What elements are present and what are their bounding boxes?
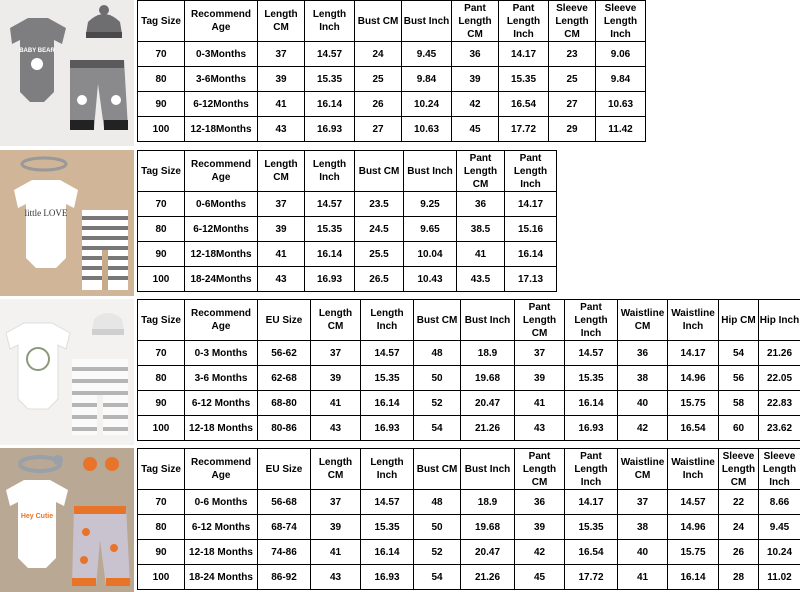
table-cell: 22.83 [759, 391, 800, 416]
table-cell: 43 [258, 267, 305, 292]
table-cell: 18-24 Months [185, 565, 258, 590]
table-cell: 45 [515, 565, 565, 590]
table-cell: 36 [452, 42, 499, 67]
column-header: Pant Length Inch [499, 1, 549, 42]
table-cell: 17.72 [499, 117, 549, 142]
column-header: Bust Inch [461, 300, 515, 341]
column-header: Recommend Age [185, 300, 258, 341]
table-cell: 14.57 [361, 490, 414, 515]
table-cell: 39 [515, 515, 565, 540]
product-photo-fox-set [0, 448, 134, 592]
table-cell: 8.66 [759, 490, 800, 515]
table-cell: 58 [719, 391, 759, 416]
table-cell: 43 [515, 416, 565, 441]
table-cell: 20.47 [461, 391, 515, 416]
column-header: Length CM [311, 449, 361, 490]
table-cell: 41 [311, 540, 361, 565]
table-cell: 16.14 [505, 242, 557, 267]
column-header: Tag Size [138, 300, 185, 341]
table-row [138, 366, 800, 391]
table-cell: 0-6 Months [185, 490, 258, 515]
table-cell: 14.96 [668, 515, 719, 540]
table-cell: 39 [311, 515, 361, 540]
table-cell: 16.14 [361, 391, 414, 416]
table-cell: 56-68 [258, 490, 311, 515]
table-cell: 14.17 [499, 42, 549, 67]
table-cell: 16.93 [361, 416, 414, 441]
table-row [138, 242, 557, 267]
table-cell: 90 [138, 92, 185, 117]
table-cell: 14.17 [565, 490, 618, 515]
table-cell: 16.93 [565, 416, 618, 441]
table-cell: 56 [719, 366, 759, 391]
table-cell: 14.57 [565, 341, 618, 366]
table-cell: 9.25 [404, 192, 457, 217]
table-cell: 70 [138, 42, 185, 67]
table-cell: 39 [258, 67, 305, 92]
column-header: Sleeve Length Inch [759, 449, 800, 490]
table-cell: 20.47 [461, 540, 515, 565]
table-row [138, 565, 800, 590]
table-cell: 10.43 [404, 267, 457, 292]
table-row [138, 540, 800, 565]
table-cell: 42 [618, 416, 668, 441]
size-chart-table-4 [137, 448, 800, 590]
table-cell: 15.35 [565, 366, 618, 391]
table-cell: 9.06 [596, 42, 646, 67]
table-cell: 6-12Months [185, 217, 258, 242]
table-row [138, 67, 646, 92]
table-cell: 0-3Months [185, 42, 258, 67]
table-cell: 41 [618, 565, 668, 590]
table-cell: 12-18Months [185, 117, 258, 142]
column-header: Bust Inch [404, 151, 457, 192]
column-header: Waistline CM [618, 449, 668, 490]
column-header: Sleeve Length CM [719, 449, 759, 490]
table-cell: 37 [258, 192, 305, 217]
column-header: Pant Length Inch [505, 151, 557, 192]
column-header: Length CM [258, 151, 305, 192]
table-cell: 26 [355, 92, 402, 117]
table-cell: 41 [311, 391, 361, 416]
table-cell: 9.65 [404, 217, 457, 242]
table-row [138, 192, 557, 217]
table-cell: 24 [719, 515, 759, 540]
table-cell: 14.57 [668, 490, 719, 515]
table-cell: 40 [618, 540, 668, 565]
table-cell: 26 [719, 540, 759, 565]
table-cell: 15.35 [305, 67, 355, 92]
table-cell: 15.35 [565, 515, 618, 540]
table-cell: 23 [549, 42, 596, 67]
table-cell: 43 [311, 565, 361, 590]
column-header: Length Inch [305, 151, 355, 192]
table-cell: 10.63 [402, 117, 452, 142]
table-cell: 23.5 [355, 192, 404, 217]
table-cell: 16.54 [499, 92, 549, 117]
table-cell: 11.42 [596, 117, 646, 142]
table-cell: 50 [414, 366, 461, 391]
table-cell: 41 [457, 242, 505, 267]
table-cell: 17.13 [505, 267, 557, 292]
table-cell: 37 [515, 341, 565, 366]
table-cell: 15.35 [361, 515, 414, 540]
table-cell: 50 [414, 515, 461, 540]
table-cell: 74-86 [258, 540, 311, 565]
table-cell: 0-3 Months [185, 341, 258, 366]
table-cell: 86-92 [258, 565, 311, 590]
table-cell: 0-6Months [185, 192, 258, 217]
table-cell: 9.45 [759, 515, 800, 540]
column-header: Bust CM [355, 1, 402, 42]
table-cell: 14.57 [305, 42, 355, 67]
table-cell: 70 [138, 192, 185, 217]
table-row [138, 92, 646, 117]
table-cell: 9.84 [596, 67, 646, 92]
table-cell: 60 [719, 416, 759, 441]
column-header: Length Inch [361, 449, 414, 490]
table-cell: 39 [515, 366, 565, 391]
table-cell: 80 [138, 515, 185, 540]
column-header: Sleeve Length CM [549, 1, 596, 42]
column-header: Bust Inch [461, 449, 515, 490]
table-cell: 41 [258, 242, 305, 267]
table-row [138, 217, 557, 242]
table-cell: 16.93 [305, 117, 355, 142]
table-cell: 80-86 [258, 416, 311, 441]
table-cell: 26.5 [355, 267, 404, 292]
table-cell: 38.5 [457, 217, 505, 242]
table-cell: 14.96 [668, 366, 719, 391]
table-cell: 16.54 [668, 416, 719, 441]
column-header: Pant Length Inch [565, 449, 618, 490]
product-photo-bear-set [0, 0, 134, 146]
table-row [138, 416, 800, 441]
column-header: Waistline CM [618, 300, 668, 341]
table-cell: 6-12 Months [185, 391, 258, 416]
table-cell: 16.54 [565, 540, 618, 565]
table-cell: 15.35 [499, 67, 549, 92]
product-photo-little-love-set [0, 150, 134, 296]
bodysuit-print-text: BABY BEAR [19, 48, 55, 54]
column-header: Length CM [258, 1, 305, 42]
column-header: Hip CM [719, 300, 759, 341]
table-cell: 16.14 [305, 242, 355, 267]
table-cell: 11.02 [759, 565, 800, 590]
table-cell: 54 [414, 565, 461, 590]
table-cell: 18.9 [461, 341, 515, 366]
column-header: Bust CM [414, 449, 461, 490]
table-cell: 12-18Months [185, 242, 258, 267]
table-cell: 48 [414, 341, 461, 366]
table-cell: 42 [452, 92, 499, 117]
table-cell: 17.72 [565, 565, 618, 590]
table-cell: 39 [258, 217, 305, 242]
table-cell: 48 [414, 490, 461, 515]
table-cell: 80 [138, 217, 185, 242]
table-cell: 41 [515, 391, 565, 416]
table-cell: 62-68 [258, 366, 311, 391]
table-row [138, 117, 646, 142]
table-cell: 23.62 [759, 416, 800, 441]
bodysuit-print-text: little LOVE [24, 208, 68, 218]
column-header: Length CM [311, 300, 361, 341]
table-cell: 14.57 [361, 341, 414, 366]
table-cell: 12-18 Months [185, 416, 258, 441]
table-cell: 16.14 [565, 391, 618, 416]
column-header: Tag Size [138, 449, 185, 490]
column-header: Waistline Inch [668, 449, 719, 490]
table-cell: 100 [138, 267, 185, 292]
column-header: Bust Inch [402, 1, 452, 42]
column-header: Bust CM [414, 300, 461, 341]
size-chart-table-3 [137, 299, 800, 441]
size-chart-table-1 [137, 0, 646, 142]
table-cell: 56-62 [258, 341, 311, 366]
table-cell: 90 [138, 540, 185, 565]
table-cell: 29 [549, 117, 596, 142]
table-header-row [138, 449, 800, 490]
table-cell: 41 [258, 92, 305, 117]
table-cell: 10.24 [402, 92, 452, 117]
table-cell: 19.68 [461, 515, 515, 540]
table-cell: 80 [138, 366, 185, 391]
table-cell: 45 [452, 117, 499, 142]
table-cell: 10.24 [759, 540, 800, 565]
table-cell: 14.17 [668, 341, 719, 366]
table-cell: 100 [138, 416, 185, 441]
table-cell: 90 [138, 391, 185, 416]
column-header: Waistline Inch [668, 300, 719, 341]
table-cell: 38 [618, 366, 668, 391]
table-cell: 54 [719, 341, 759, 366]
table-cell: 24.5 [355, 217, 404, 242]
table-cell: 9.45 [402, 42, 452, 67]
table-cell: 43 [258, 117, 305, 142]
table-header-row [138, 300, 800, 341]
table-cell: 25 [549, 67, 596, 92]
table-cell: 37 [258, 42, 305, 67]
column-header: Recommend Age [185, 1, 258, 42]
column-header: EU Size [258, 449, 311, 490]
table-cell: 36 [515, 490, 565, 515]
table-cell: 24 [355, 42, 402, 67]
table-header-row [138, 151, 557, 192]
table-cell: 37 [311, 490, 361, 515]
table-cell: 10.63 [596, 92, 646, 117]
table-cell: 15.75 [668, 540, 719, 565]
table-cell: 3-6 Months [185, 366, 258, 391]
table-cell: 36 [457, 192, 505, 217]
column-header: Pant Length Inch [565, 300, 618, 341]
table-cell: 22.05 [759, 366, 800, 391]
table-cell: 52 [414, 540, 461, 565]
table-cell: 40 [618, 391, 668, 416]
table-cell: 6-12Months [185, 92, 258, 117]
table-cell: 21.26 [461, 565, 515, 590]
table-cell: 18-24Months [185, 267, 258, 292]
size-chart-table-2 [137, 150, 557, 292]
table-row [138, 267, 557, 292]
table-row [138, 42, 646, 67]
product-photo-wreath-set [0, 299, 134, 445]
table-cell: 36 [618, 341, 668, 366]
table-cell: 70 [138, 341, 185, 366]
table-header-row [138, 1, 646, 42]
table-cell: 16.14 [668, 565, 719, 590]
column-header: Length Inch [361, 300, 414, 341]
table-cell: 39 [452, 67, 499, 92]
column-header: Pant Length CM [515, 300, 565, 341]
table-cell: 39 [311, 366, 361, 391]
table-cell: 15.35 [305, 217, 355, 242]
column-header: Pant Length CM [457, 151, 505, 192]
table-row [138, 391, 800, 416]
table-cell: 100 [138, 117, 185, 142]
table-row [138, 515, 800, 540]
table-cell: 15.75 [668, 391, 719, 416]
table-cell: 16.93 [305, 267, 355, 292]
table-cell: 37 [618, 490, 668, 515]
table-cell: 16.14 [361, 540, 414, 565]
table-cell: 6-12 Months [185, 515, 258, 540]
table-cell: 18.9 [461, 490, 515, 515]
bodysuit-print-text: Hey Cutie [20, 513, 54, 520]
table-cell: 16.93 [361, 565, 414, 590]
table-cell: 12-18 Months [185, 540, 258, 565]
table-cell: 68-80 [258, 391, 311, 416]
table-cell: 27 [355, 117, 402, 142]
table-row [138, 341, 800, 366]
column-header: Pant Length CM [515, 449, 565, 490]
column-header: Bust CM [355, 151, 404, 192]
table-cell: 9.84 [402, 67, 452, 92]
column-header: Length Inch [305, 1, 355, 42]
column-header: EU Size [258, 300, 311, 341]
table-cell: 25.5 [355, 242, 404, 267]
table-cell: 3-6Months [185, 67, 258, 92]
table-cell: 70 [138, 490, 185, 515]
table-cell: 43.5 [457, 267, 505, 292]
table-cell: 22 [719, 490, 759, 515]
table-cell: 25 [355, 67, 402, 92]
table-cell: 21.26 [461, 416, 515, 441]
table-cell: 90 [138, 242, 185, 267]
table-cell: 19.68 [461, 366, 515, 391]
table-cell: 14.57 [305, 192, 355, 217]
table-cell: 52 [414, 391, 461, 416]
column-header: Tag Size [138, 151, 185, 192]
table-cell: 68-74 [258, 515, 311, 540]
table-cell: 15.35 [361, 366, 414, 391]
table-cell: 42 [515, 540, 565, 565]
table-cell: 15.16 [505, 217, 557, 242]
table-cell: 37 [311, 341, 361, 366]
table-cell: 80 [138, 67, 185, 92]
column-header: Recommend Age [185, 151, 258, 192]
table-cell: 16.14 [305, 92, 355, 117]
column-header: Pant Length CM [452, 1, 499, 42]
table-cell: 38 [618, 515, 668, 540]
table-cell: 27 [549, 92, 596, 117]
column-header: Tag Size [138, 1, 185, 42]
table-row [138, 490, 800, 515]
table-cell: 100 [138, 565, 185, 590]
column-header: Sleeve Length Inch [596, 1, 646, 42]
table-cell: 54 [414, 416, 461, 441]
table-cell: 21.26 [759, 341, 800, 366]
table-cell: 43 [311, 416, 361, 441]
table-cell: 14.17 [505, 192, 557, 217]
column-header: Recommend Age [185, 449, 258, 490]
table-cell: 28 [719, 565, 759, 590]
column-header: Hip Inch [759, 300, 800, 341]
table-cell: 10.04 [404, 242, 457, 267]
